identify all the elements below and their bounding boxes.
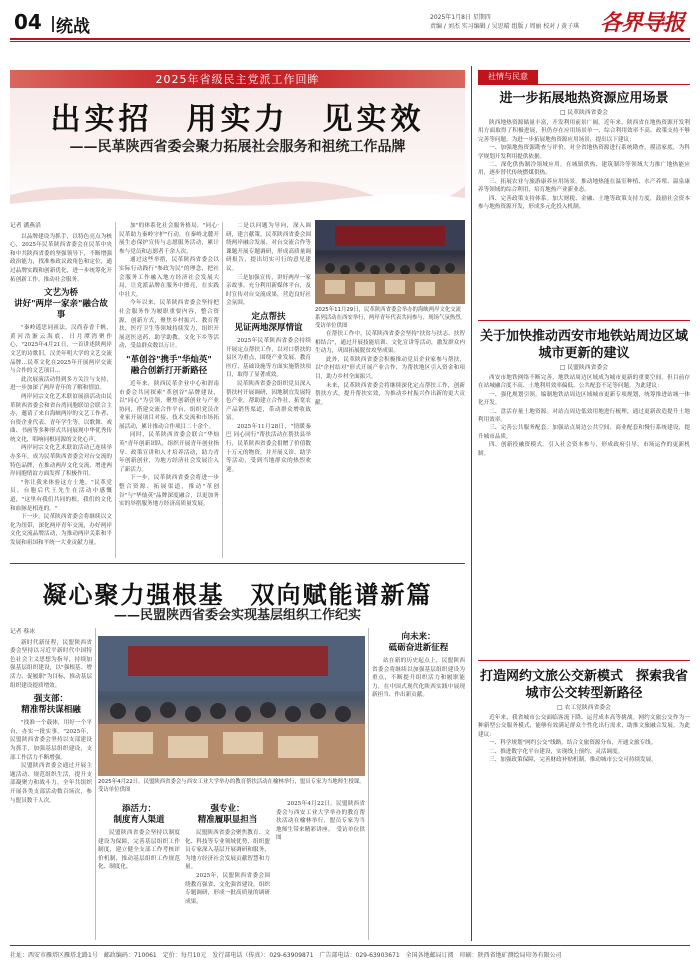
paragraph: 民盟陕西省委会坚持以制度建设为保障，完善基层组织工作制度，建立健全支部工作考核评价机制，推动基层组织工作规范化、制度化。	[98, 830, 180, 871]
paragraph: 下一步，民革陕西省委会将继续以文化为纽带，深化两岸青年交流，办好两岸文化交流品牌活动，为推动两岸关系和平发展和祖国和平统一大业贡献力量。	[10, 514, 112, 546]
feature2-photo	[98, 636, 365, 776]
paragraph: 二、深化供热制冷领域应用。在城镇供热、建筑制冷等领域大力推广地热能应用，逐步替代传统燃煤供热。	[478, 162, 690, 177]
subtitle-line-2: 制度育人渠道	[113, 815, 165, 825]
paragraph: 一、强化规划引领。编制地铁站周边区域城市更新专项规划，统筹推进站城一体化开发。	[478, 391, 690, 407]
feature2-column-2	[98, 800, 180, 940]
paragraph: 三、拓展农业与旅游康养应用场景。推动地热能在温室种植、水产养殖、温泉康养等领域的综合利用，培育地热产业新业态。	[478, 178, 690, 194]
paragraph: 一、加强地热资源勘查与评价。对全省地热资源进行系统勘查，摸清家底，为科学规划开发利用提供依据。	[478, 145, 690, 160]
photo-illustration	[315, 220, 465, 304]
paragraph: 近年来，陕西民革企业中心和渭南市委会共同探索"革创谷"品牌建设，以"同心"为引领，聚焦创新创业与产业协同，搭建交流合作平台，组织党员企业家开展项目对接、技术交流和市场拓展活动，累计推动合作项目二十余个。	[119, 380, 219, 430]
subtitle-line-1: 定点帮扶	[251, 311, 286, 322]
paragraph: 下一步，民革陕西省委会将进一步整合资源、拓展渠道，推动"革创谷"与"华灿英"品牌深度融合，以更加务实的举措服务地方经济高质量发展。	[119, 475, 219, 508]
photo-illustration	[98, 636, 365, 776]
article-author: □ 农工党陕西省委会	[557, 705, 611, 711]
subtitle-line-1: 添活力：	[121, 804, 156, 814]
section-subtitle	[226, 312, 311, 334]
paragraph: 站在新的历史起点上，民盟陕西省委会将继续以加强基层组织建设为重点，不断提升组织活力和履职能力，在中国式现代化陕西实践中展现新担当、作出新贡献。	[372, 658, 465, 699]
paragraph: 近年来，我省城市公交面临客流下降、运营成本高等挑战。网约文旅公交作为一种新型公交服务模式，能够有效满足群众个性化出行需求，助推文旅融合发展。为此建议：	[478, 715, 690, 738]
paragraph: 此次展演活动得到多方关注与支持，进一步加深了两岸青年的了解和情谊。	[10, 376, 112, 392]
feature2-photo-caption: 2025年4月22日，民盟陕西省委会与西安工业大学举办的教育帮扶活动在榆林举行，盟员专家为当地师生授课。 受访单位供图	[98, 779, 368, 793]
subtitle-line-2: 融合创新打开新路径	[130, 365, 208, 376]
editor-line: 责编 / 刘杰 实习编辑 / 吴思晴 组版 / 周丽 校对 / 黄子琪	[430, 23, 580, 30]
subtitle-line-1: "革创谷"携手"华灿英"	[126, 354, 212, 365]
paragraph: 二是以问题为导向，深入调研，建言献策。民革陕西省委会围绕两岸融合发展、对台交流合作等课题开展专题调研，形成高质量调研报告，提出切实可行的意见建议。	[226, 223, 311, 272]
section-subtitle	[119, 355, 219, 377]
footer-info: 社址：西安市雁塔区雁塔北路1号 邮政编码：710061 定价：每月10元 发行部电话（传真）：029-63909871 广告部电话：029-63903671 全国各地邮局订阅 印刷：陕西省地矿测绘局印务有限公司	[10, 952, 562, 959]
paragraph: 2025年民革陕西省委会持续开展定点帮扶工作，以对口帮扶的县区为重点，围绕产业发展、教育医疗、基础设施等方面实施帮扶项目，取得了显著成效。	[226, 337, 311, 379]
paragraph: 两岸同宗文化艺术联谊活动已连续举办多年，成为民革陕西省委会对台交流的特色品牌，在推动两岸文化交流、增进两岸同胞情谊方面发挥了积极作用。	[10, 445, 112, 478]
paragraph: 一、科学规划"网约公交"线路，结合文旅资源分布，开通文旅专线。	[489, 740, 657, 747]
paragraph: 三是加强宣传，讲好两岸一家亲故事。充分利用新媒体平台，及时宣传对台交流成果，营造良好社会氛围。	[226, 274, 311, 307]
sidebar-article-divider	[478, 660, 690, 661]
feature2-column-3	[185, 800, 270, 940]
feature1-column-4	[315, 330, 465, 558]
paragraph: 三、加强政策保障，完善财政补贴机制，推动城市公交可持续发展。	[489, 757, 657, 764]
masthead-logo: 各界导报	[600, 10, 685, 36]
paragraph: 通过这些举措，民革陕西省委会以实际行动践行"参政为民"的理念，把社会服务工作融入地方经济社会发展大局，让党派品牌在服务中擦亮，在实践中壮大。	[119, 257, 219, 298]
paragraph: 加"的体系化社会服务格局，"同心·民革助力秦岭守护"行动，在秦岭北麓开展生态保护宣传与志愿服务活动，累计参与党员和志愿者千余人次。	[119, 223, 219, 255]
feature2-column-5	[372, 628, 465, 940]
paragraph: 四、完善政策支持体系。加大财税、金融、土地等政策支持力度，鼓励社会资本参与地热资源开发，形成多元化投入机制。	[478, 195, 690, 211]
page-number: 04	[14, 10, 42, 34]
subtitle-line-2: 讲好"两岸一家亲"融合故事	[14, 299, 108, 321]
paragraph: 此外，民革陕西省委会积极推动党员企业家参与帮扶，以"企村结对"形式开展产业合作，为帮扶地区引入资金和项目，助力乡村全面振兴。	[315, 356, 465, 380]
paragraph: 新时代新征程，民盟陕西省委会坚持以习近平新时代中国特色社会主义思想为指导，持续加强基层组织建设，以"强根基、增活力、促履职"为目标，推动基层组织建设提质增效。	[10, 639, 92, 689]
paragraph: 2025年4月22日，民盟陕西省委会与西安工业大学举办的教育帮扶活动在榆林举行，盟员专家为当地师生带来精彩讲座。 受访单位供图	[276, 801, 365, 842]
paragraph: 今年以来，民革陕西省委会坚持把社会服务作为履职重要内容，整合资源，创新方式，聚焦乡村振兴、教育帮扶、医疗卫生等领域持续发力，组织开展送医送药、助学助教、文化下乡等活动，受益群众数以万计。	[119, 300, 219, 350]
paragraph: 西安市地铁网络不断完善，地铁站周边区域成为城市更新的重要空间。但目前存在站城融合度不高、土地利用效率偏低、公共配套不足等问题。为此建议：	[478, 375, 690, 390]
paragraph: 二、推进数字化平台建设，实现线上预约、灵活调度。	[489, 748, 624, 755]
feature2-column-1	[10, 628, 92, 940]
paragraph: 同时，民革陕西省委会联合"华灿英"青年创新团队，组织开展青年创业指导、政策宣讲和人才培养活动，助力青年创新创业，为地方经济社会发展注入了新活力。	[119, 432, 219, 473]
paragraph: 三、完善公共服务配套。加强站点周边公共空间、商业配套和慢行系统建设，提升城市品质。	[478, 425, 690, 440]
sidebar-article-1	[478, 90, 690, 319]
paragraph: 二、盘活存量土地资源。对站点周边低效用地进行梳理，通过更新改造提升土地利用效率。	[478, 408, 690, 424]
subtitle-line-1: 强专业：	[210, 804, 245, 814]
sidebar-tag: 社情与民意	[478, 70, 538, 84]
banner-decoration	[10, 160, 465, 218]
feature-subhead: ——民革陕西省委会聚力拓展社会服务和祖统工作品牌	[69, 139, 406, 155]
subtitle-line-1: 强支部：	[33, 694, 68, 705]
feature2-column-4	[276, 800, 365, 940]
paragraph: 四、创新投融资模式。引入社会资本参与，形成政府引导、市场运作的更新机制。	[478, 442, 690, 457]
article-title: 打造网约文旅公交新模式 探索我省城市公交转型新路径	[479, 669, 688, 701]
section-subtitle	[98, 804, 180, 826]
paragraph: "找准一个载体，用好一个平台，办实一批实事。"2025年，民盟陕西省委会坚持以支部建设为抓手，加强基层组织建设，支部工作活力不断增强。	[10, 720, 92, 761]
article-author: □ 民革陕西省委会	[560, 110, 608, 116]
feature1-column-1	[10, 222, 112, 558]
paragraph: 民革陕西省委会组织党员深入帮扶村开展调研，因地制宜发展特色产业，帮助建立合作社，拓宽农产品销售渠道，带动群众增收致富。	[226, 380, 311, 422]
paragraph: 在帮扶工作中，民革陕西省委会坚持"扶贫与扶志、扶智相结合"，通过开展技能培训、文化宣讲等活动，激发群众内生动力，巩固拓展脱贫攻坚成果。	[315, 331, 465, 355]
section-subtitle	[372, 632, 465, 654]
paragraph: 2025年，民盟陕西省委会围绕教育强省、文化强省建设，组织专题调研，形成一批高质量的调研成果。	[185, 872, 270, 905]
feature-headline: 出实招 用实力 见实效	[50, 102, 425, 137]
article-title: 关于加快推动西安市地铁站周边区域城市更新的建议	[479, 329, 688, 361]
section-subtitle	[10, 694, 92, 716]
paragraph: 陕西地热资源储量丰富，开发利用前景广阔。近年来，陕西省在地热资源开发利用方面取得了积极进展，但仍存在应用场景单一、综合利用效率不高、政策支持不够完善等问题。为进一步拓展地热资源应用场景，提出以下建议：	[478, 120, 690, 143]
feature2-subhead: ——民盟陕西省委会实现基层组织工作纪实	[113, 608, 361, 623]
subtitle-line-2: 见证两地深厚情谊	[234, 322, 303, 333]
subtitle-line-1: 文艺为桥	[43, 288, 78, 299]
article-title: 进一步拓展地热资源应用场景	[499, 91, 669, 106]
header-separator	[52, 16, 54, 32]
paragraph: 2025年11月28日，"情暖秦巴 同心同行"帮扶活动在帮扶县举行，民革陕西省委会捐赠了价值数十万元的物资，并开展义诊、助学等活动，受到当地群众的热烈欢迎。	[226, 423, 311, 473]
feature2-author: 记者 蔡冰	[10, 629, 36, 635]
date-line: 2025年1月8日 星期四	[430, 14, 491, 21]
header-rule-thin	[10, 41, 690, 42]
feature1-author: 记者 潘燕滔	[10, 223, 41, 229]
subtitle-line-2: 砥砺奋进新征程	[388, 643, 449, 653]
section-subtitle	[185, 804, 270, 826]
header-rule	[10, 38, 690, 40]
sidebar-article-3	[478, 668, 690, 924]
section-title: 统战	[56, 17, 90, 37]
subtitle-line-2: 精准帮扶谋相融	[21, 705, 81, 716]
paragraph: 以品牌建设为抓手，以特色亮点为核心，2025年民革陕西省委会在民革中央和中共陕西省委的坚强领导下，不断增强政治能力，找准参政议政角色和定位，通过品牌实践和创新优化，进一步统筹化开拓创新工作，推动社会服务。	[10, 233, 112, 283]
sidebar-article-2	[478, 328, 690, 644]
page-header	[0, 0, 700, 58]
sidebar-divider	[471, 66, 472, 941]
column-divider	[368, 628, 369, 940]
sidebar-article-divider	[478, 320, 690, 321]
footer-rule	[10, 945, 690, 946]
paragraph: 未来，民革陕西省委会将继续深化定点帮扶工作，创新帮扶方式，提升帮扶实效，为推动乡村振兴作出新的更大贡献。	[315, 382, 465, 406]
feature1-photo	[315, 220, 465, 304]
sidebar-rule	[478, 84, 690, 85]
section-subtitle	[10, 288, 112, 321]
paragraph: "你让我来体验这方土地，"民革党员、台胞后代王先生在活动中感慨道，"这里有我们共同的根，我们的文化和血脉是相连的。"	[10, 479, 112, 512]
paragraph: 两岸同宗文化艺术联谊展演活动由民革陕西省委会和省台湾同胞联谊会联合主办，邀请了来自海峡两岸的文艺工作者、台资企业代表、青年学生等，以歌舞、戏曲、书画等多种形式共同展现中华优秀传统文化，唱响同根同源的文化心声。	[10, 393, 112, 443]
feature1-photo-caption: 2025年11月29日，民革陕西省委会举办的海峡两岸文化交流系列活动在西安举行，两岸青年代表共同参与，现场气氛热烈。 受访单位供图	[315, 307, 469, 329]
column-divider	[115, 222, 116, 558]
article-author: □ 民盟陕西省委会	[560, 365, 608, 371]
feature1-column-2	[119, 222, 219, 558]
feature2-headline: 凝心聚力强根基 双向赋能谱新篇	[42, 580, 433, 609]
paragraph: 民盟陕西省委会聚焦教育、文化、科技等专业领域优势，组织盟员专家深入基层开展调研和服务，为地方经济社会发展贡献智慧和力量。	[185, 830, 270, 871]
feature-kicker: 2025年省级民主党派工作回眸	[155, 73, 320, 86]
paragraph: "秦岭遥思同祖法，汉尚春香千帆，黄河浩渐云海底，日月潭湾聚作心，"2025年4月21日，一首讲述陕两岸文艺的诗歌旧，汉美年明大学的文艺交流品牌...民革文化在2025年开展两岸交流与合作的文艺项目...	[10, 325, 112, 375]
subtitle-line-1: 向未来：	[401, 632, 436, 642]
feature1-column-3	[226, 222, 311, 558]
article-body	[478, 119, 690, 319]
column-divider	[95, 628, 96, 940]
feature-divider	[10, 563, 465, 564]
paragraph: 民盟陕西省委会通过开展主题活动、规范组织生活，提升支部凝聚力和战斗力，全年共组织开展各类支部活动数百场次，参与盟员数千人次。	[10, 763, 92, 804]
column-divider	[222, 222, 223, 558]
header-meta	[430, 13, 590, 31]
article-body	[478, 374, 690, 644]
article-body	[478, 714, 690, 924]
subtitle-line-2: 精准履职显担当	[197, 815, 258, 825]
